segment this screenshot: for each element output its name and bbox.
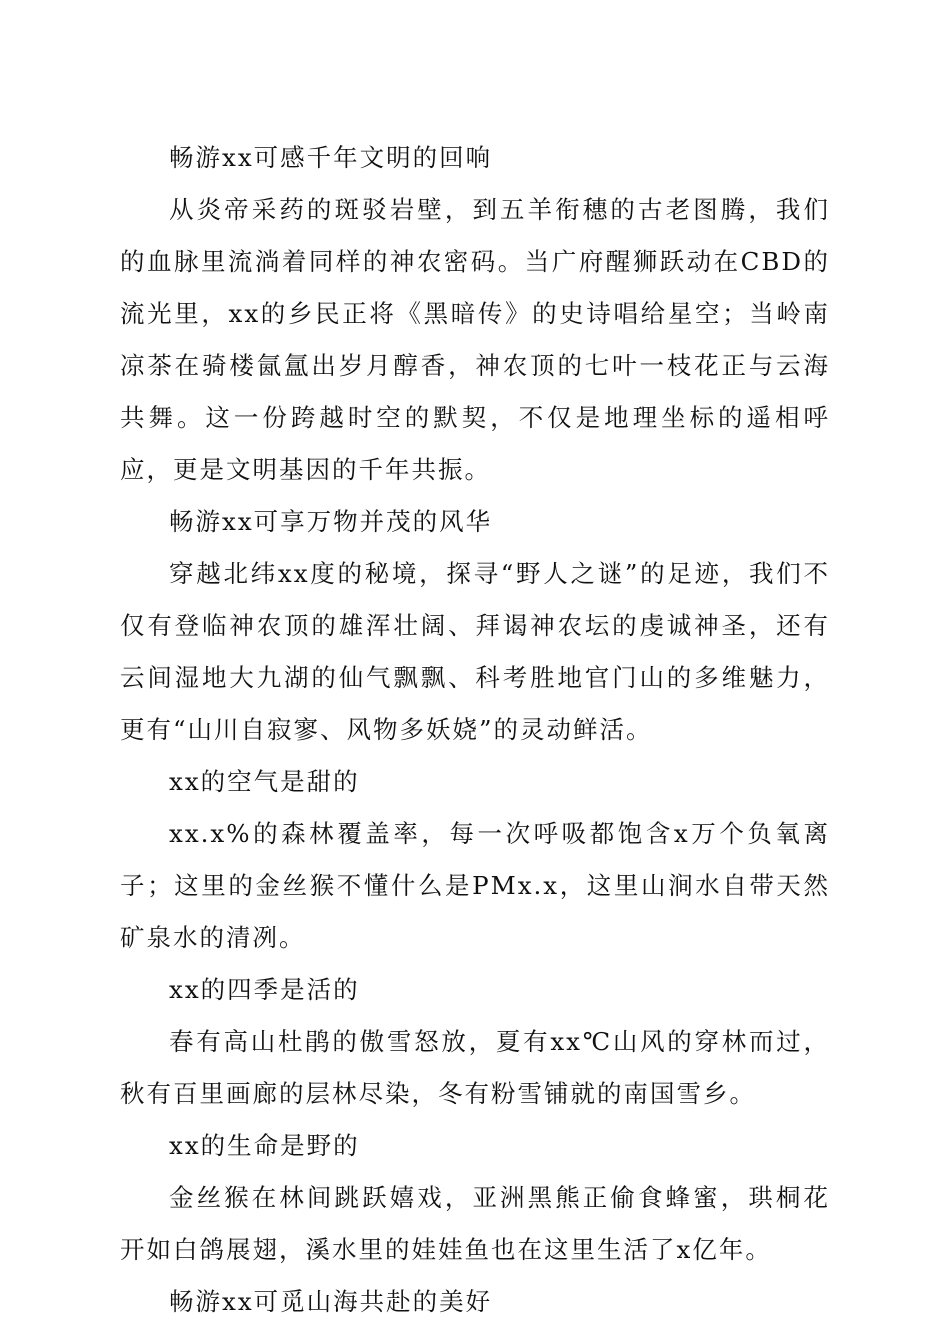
sub-heading: xx的四季是活的 [169, 975, 360, 1004]
document-body [120, 132, 830, 1328]
body-paragraph: 从炎帝采药的斑驳岩壁，到五羊衔穗的古老图腾，我们的血脉里流淌着同样的神农密码。当广府醒狮跃动在CBD的流光里，xx的乡民正将《黑暗传》的史诗唱给星空；当岭南凉茶在骑楼氤氲出岁月醇香，神农顶的七叶一枝花正与云海共舞。这一份跨越时空的默契，不仅是地理坐标的遥相呼应，更是文明基因的千年共振。 [120, 195, 830, 484]
body-paragraph: 春有高山杜鹃的傲雪怒放，夏有xx℃山风的穿林而过，秋有百里画廊的层林尽染，冬有粉雪铺就的南国雪乡。 [120, 1027, 830, 1108]
body-paragraph: 金丝猴在林间跳跃嬉戏，亚洲黑熊正偷食蜂蜜，珙桐花开如白鸽展翅，溪水里的娃娃鱼也在这里生活了x亿年。 [120, 1183, 830, 1264]
section-heading: 畅游xx可觅山海共赴的美好 [169, 1287, 493, 1316]
sub-heading: xx的空气是甜的 [169, 767, 360, 796]
body-paragraph: xx.x%的森林覆盖率，每一次呼吸都饱含x万个负氧离子；这里的金丝猴不懂什么是PMx.x，这里山涧水自带天然矿泉水的清冽。 [120, 819, 830, 952]
sub-heading: xx的生命是野的 [169, 1131, 360, 1160]
body-paragraph: 穿越北纬xx度的秘境，探寻“野人之谜”的足迹，我们不仅有登临神农顶的雄浑壮阔、拜谒神农坛的虔诚神圣，还有云间湿地大九湖的仙气飘飘、科考胜地官门山的多维魅力，更有“山川自寂寥、风物多妖娆”的灵动鲜活。 [120, 559, 830, 744]
section-heading: 畅游xx可感千年文明的回响 [169, 143, 493, 172]
section-heading: 畅游xx可享万物并茂的风华 [169, 507, 493, 536]
